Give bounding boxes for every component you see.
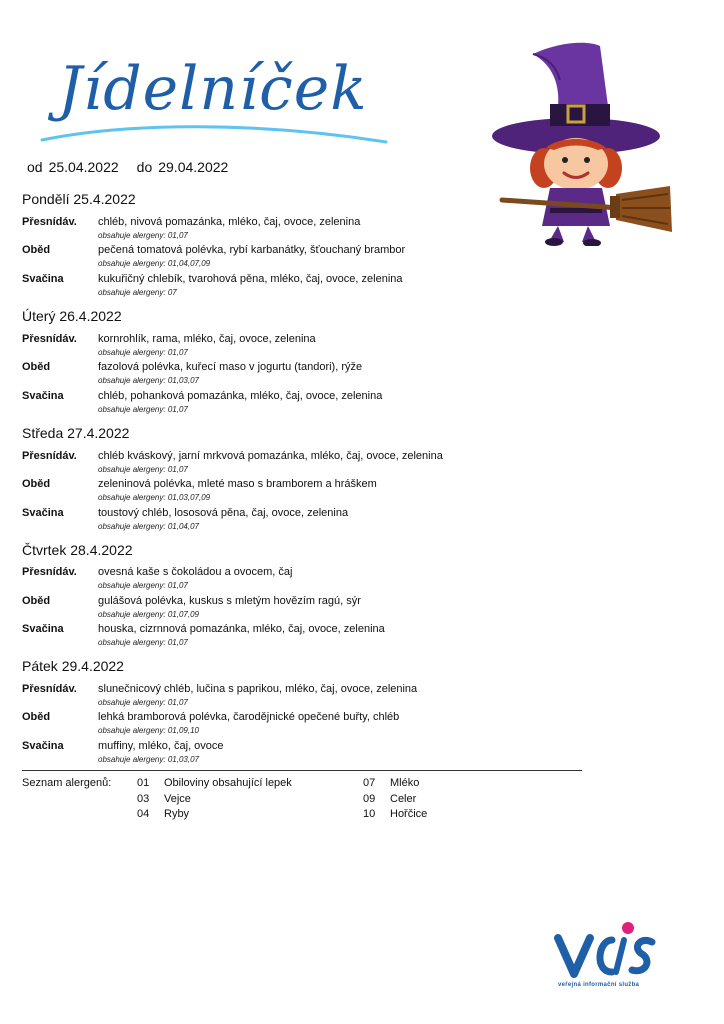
allergen-code: 07 bbox=[363, 777, 376, 789]
title-block bbox=[40, 48, 400, 158]
meal-text: slunečnicový chléb, lučina s paprikou, mléko, čaj, ovoce, zelenina bbox=[98, 683, 418, 695]
meal-text: chléb, nivová pomazánka, mléko, čaj, ovoce, zelenina bbox=[98, 216, 361, 228]
allergen-list-label: Seznam alergenů: bbox=[22, 777, 112, 789]
meal-text: zeleninová polévka, mleté maso s bramborem a hráškem bbox=[98, 478, 377, 490]
meal-text: kornrohlík, rama, mléko, čaj, ovoce, zelenina bbox=[98, 333, 316, 345]
logo-caption: veřejná informační služba bbox=[558, 982, 640, 988]
meal-allergens: obsahuje alergeny: 01,04,07 bbox=[98, 522, 199, 531]
meal-label: Oběd bbox=[22, 244, 51, 256]
meal-label: Oběd bbox=[22, 711, 51, 723]
meal-text: kukuřičný chlebík, tvarohová pěna, mléko, čaj, ovoce, zelenina bbox=[98, 273, 403, 285]
allergen-code: 10 bbox=[363, 808, 376, 820]
day-title: Pondělí 25.4.2022 bbox=[22, 191, 136, 207]
meal-label: Přesnídáv. bbox=[22, 683, 77, 695]
period-range bbox=[27, 159, 234, 175]
meal-label: Svačina bbox=[22, 390, 64, 402]
allergen-name: Obiloviny obsahující lepek bbox=[164, 777, 292, 789]
meal-label: Přesnídáv. bbox=[22, 566, 77, 578]
meal-allergens: obsahuje alergeny: 01,03,07 bbox=[98, 755, 199, 764]
meal-text: muffiny, mléko, čaj, ovoce bbox=[98, 740, 224, 752]
allergen-name: Celer bbox=[390, 793, 417, 805]
meal-text: chléb, pohanková pomazánka, mléko, čaj, ovoce, zelenina bbox=[98, 390, 383, 402]
period-to-label: do bbox=[136, 159, 153, 175]
allergen-name: Vejce bbox=[164, 793, 191, 805]
meal-allergens: obsahuje alergeny: 01,03,07 bbox=[98, 376, 199, 385]
meal-label: Přesnídáv. bbox=[22, 450, 77, 462]
meal-allergens: obsahuje alergeny: 01,07 bbox=[98, 231, 188, 240]
meal-text: chléb kváskový, jarní mrkvová pomazánka, mléko, čaj, ovoce, zelenina bbox=[98, 450, 443, 462]
allergen-code: 04 bbox=[137, 808, 150, 820]
meal-text: houska, cizrnnová pomazánka, mléko, čaj, ovoce, zelenina bbox=[98, 623, 385, 635]
day-title: Úterý 26.4.2022 bbox=[22, 308, 122, 324]
meal-allergens: obsahuje alergeny: 01,04,07,09 bbox=[98, 259, 211, 268]
period-from-date: 25.04.2022 bbox=[48, 159, 119, 175]
section-divider bbox=[22, 770, 582, 771]
meal-allergens: obsahuje alergeny: 01,07 bbox=[98, 465, 188, 474]
period-from-label: od bbox=[27, 159, 43, 175]
meal-allergens: obsahuje alergeny: 01,07 bbox=[98, 405, 188, 414]
meal-allergens: obsahuje alergeny: 01,07,09 bbox=[98, 610, 199, 619]
meal-text: lehká bramborová polévka, čarodějnické opečené buřty, chléb bbox=[98, 711, 400, 723]
meal-allergens: obsahuje alergeny: 01,07 bbox=[98, 348, 188, 357]
meal-allergens: obsahuje alergeny: 01,03,07,09 bbox=[98, 493, 211, 502]
allergen-code: 03 bbox=[137, 793, 150, 805]
day-title: Pátek 29.4.2022 bbox=[22, 658, 124, 674]
allergen-name: Mléko bbox=[390, 777, 420, 789]
page-title: Jídelníček bbox=[58, 54, 368, 124]
allergen-name: Ryby bbox=[164, 808, 190, 820]
allergen-name: Hořčice bbox=[390, 808, 428, 820]
allergen-code: 09 bbox=[363, 793, 376, 805]
day-title: Středa 27.4.2022 bbox=[22, 425, 130, 441]
meal-label: Svačina bbox=[22, 273, 64, 285]
meal-text: toustový chléb, lososová pěna, čaj, ovoce, zelenina bbox=[98, 507, 349, 519]
allergen-code: 01 bbox=[137, 777, 150, 789]
meal-label: Přesnídáv. bbox=[22, 333, 77, 345]
meal-text: pečená tomatová polévka, rybí karbanátky, šťouchaný brambor bbox=[98, 244, 406, 256]
period-to-date: 29.04.2022 bbox=[158, 159, 229, 175]
meal-allergens: obsahuje alergeny: 01,07 bbox=[98, 698, 188, 707]
meal-text: ovesná kaše s čokoládou a ovocem, čaj bbox=[98, 566, 293, 578]
meal-label: Svačina bbox=[22, 507, 64, 519]
meal-allergens: obsahuje alergeny: 01,07 bbox=[98, 581, 188, 590]
meal-allergens: obsahuje alergeny: 07 bbox=[98, 288, 177, 297]
title-swoosh-decoration bbox=[40, 120, 390, 150]
witch-on-broom-illustration bbox=[488, 36, 674, 246]
meal-label: Přesnídáv. bbox=[22, 216, 77, 228]
meal-text: fazolová polévka, kuřecí maso v jogurtu (tandori), rýže bbox=[98, 361, 363, 373]
meal-text: gulášová polévka, kuskus s mletým hovězím ragú, sýr bbox=[98, 595, 361, 607]
meal-allergens: obsahuje alergeny: 01,07 bbox=[98, 638, 188, 647]
meal-allergens: obsahuje alergeny: 01,09,10 bbox=[98, 726, 199, 735]
meal-label: Svačina bbox=[22, 740, 64, 752]
meal-label: Oběd bbox=[22, 595, 51, 607]
day-title: Čtvrtek 28.4.2022 bbox=[22, 542, 133, 558]
meal-label: Oběd bbox=[22, 478, 51, 490]
meal-label: Oběd bbox=[22, 361, 51, 373]
meal-label: Svačina bbox=[22, 623, 64, 635]
